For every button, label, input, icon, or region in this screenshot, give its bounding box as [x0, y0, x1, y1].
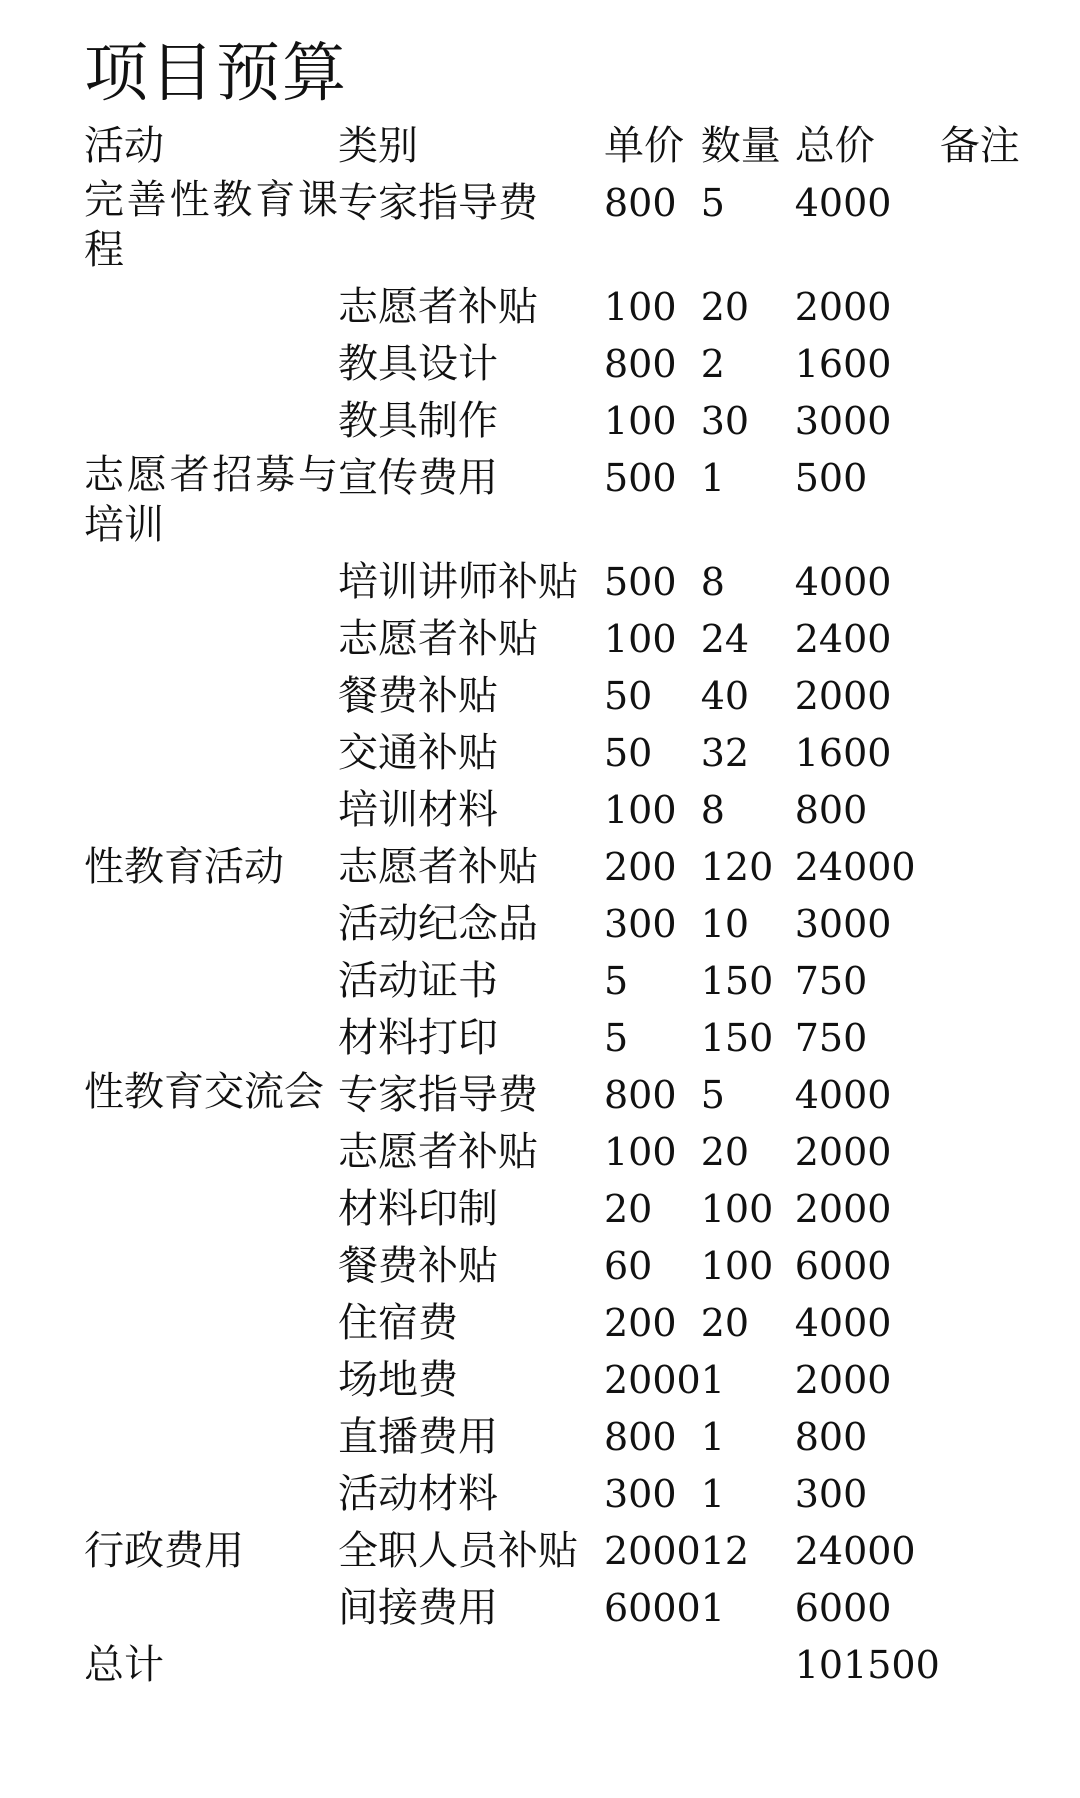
table-row: [84, 279, 1050, 336]
cell-activity: [84, 393, 338, 450]
cell-unit-price: 800: [604, 1073, 677, 1117]
cell-category: 志愿者补贴: [338, 616, 538, 662]
cell-activity: [84, 1124, 338, 1181]
cell-note: [940, 782, 1050, 839]
table-row: [84, 1352, 1050, 1409]
header-category: 类别: [338, 123, 418, 169]
header-row: [84, 118, 1050, 175]
cell-quantity: 8: [700, 560, 725, 604]
page-title: 项目预算: [84, 37, 348, 111]
table-row: [84, 782, 1050, 839]
cell-note: [940, 1010, 1050, 1067]
cell-unit-price: 800: [604, 181, 677, 225]
cell-total: 2000: [794, 1187, 892, 1231]
cell-unit-price: 100: [604, 617, 677, 661]
cell-activity: [84, 336, 338, 393]
cell-category: 教具设计: [338, 341, 498, 387]
cell-note: [940, 1295, 1050, 1352]
header-note: 备注: [939, 123, 1020, 169]
cell-category: 培训讲师补贴: [338, 559, 578, 605]
cell-quantity: 1: [700, 1358, 725, 1402]
grand-total-empty: [940, 1637, 1050, 1694]
cell-activity: [84, 279, 338, 336]
cell-total: 3000: [794, 399, 892, 443]
header-unit-price: 单价: [604, 123, 684, 169]
cell-note: [940, 393, 1050, 450]
table-row: [84, 450, 1050, 554]
cell-unit-price: 300: [604, 902, 677, 946]
cell-activity: [84, 1181, 338, 1238]
cell-category: 专家指导费: [338, 1072, 538, 1118]
cell-unit-price: 500: [604, 560, 677, 604]
cell-quantity: 100: [700, 1187, 774, 1231]
cell-total: 2000: [794, 674, 892, 718]
cell-note: [940, 725, 1050, 782]
cell-quantity: 40: [700, 674, 750, 718]
cell-activity: [84, 1352, 338, 1409]
cell-total: 4000: [794, 1073, 892, 1117]
grand-total-empty: [701, 1637, 795, 1694]
table-row: [84, 1010, 1050, 1067]
cell-quantity: 5: [700, 181, 725, 225]
cell-total: 1600: [794, 731, 892, 775]
header-total: 总价: [794, 123, 875, 169]
cell-category: 直播费用: [338, 1414, 498, 1460]
cell-unit-price: 100: [604, 788, 677, 832]
cell-category: 间接费用: [338, 1585, 498, 1631]
cell-category: 交通补贴: [338, 730, 498, 776]
cell-activity: [84, 953, 338, 1010]
cell-quantity: 2: [700, 342, 725, 386]
table-row: [84, 175, 1050, 279]
table-row: [84, 336, 1050, 393]
cell-total: 3000: [794, 902, 892, 946]
cell-note: [940, 1238, 1050, 1295]
cell-category: 全职人员补贴: [338, 1528, 578, 1574]
cell-note: [940, 1067, 1050, 1124]
cell-category: 住宿费: [338, 1300, 458, 1346]
cell-total: 2000: [794, 1130, 892, 1174]
cell-total: 4000: [794, 1301, 892, 1345]
table-row: [84, 839, 1050, 896]
cell-note: [940, 668, 1050, 725]
cell-total: 6000: [794, 1586, 892, 1630]
grand-total-label: 总计: [84, 1642, 164, 1688]
table-row: [84, 1124, 1050, 1181]
cell-note: [940, 450, 1050, 554]
cell-category: 场地费: [338, 1357, 458, 1403]
table-row: [84, 1295, 1050, 1352]
cell-category: 教具制作: [338, 398, 498, 444]
header-activity: 活动: [84, 123, 164, 169]
cell-category: 宣传费用: [338, 455, 498, 501]
cell-quantity: 150: [700, 959, 774, 1003]
header-quantity: 数量: [700, 123, 781, 169]
cell-total: 1600: [794, 342, 892, 386]
cell-unit-price: 6000: [604, 1586, 701, 1630]
cell-activity: 性教育交流会: [84, 1069, 324, 1115]
cell-total: 4000: [794, 181, 892, 225]
cell-activity: [84, 896, 338, 953]
cell-unit-price: 5: [604, 959, 629, 1003]
cell-unit-price: 50: [604, 674, 653, 718]
cell-note: [940, 611, 1050, 668]
cell-quantity: 24: [700, 617, 750, 661]
cell-note: [940, 1352, 1050, 1409]
cell-activity: 性教育活动: [84, 844, 284, 890]
cell-activity: [84, 1238, 338, 1295]
budget-table: [84, 118, 1050, 1694]
table-row: [84, 953, 1050, 1010]
cell-total: 24000: [794, 1529, 916, 1573]
cell-unit-price: 300: [604, 1472, 677, 1516]
cell-category: 餐费补贴: [338, 1243, 498, 1289]
cell-quantity: 150: [700, 1016, 774, 1060]
cell-unit-price: 2000: [604, 1358, 701, 1402]
table-row: [84, 611, 1050, 668]
cell-activity: [84, 1010, 338, 1067]
cell-activity: [84, 725, 338, 782]
cell-unit-price: 500: [604, 456, 677, 500]
cell-note: [940, 1466, 1050, 1523]
table-row: [84, 1580, 1050, 1637]
cell-quantity: 1: [700, 1415, 725, 1459]
cell-unit-price: 800: [604, 1415, 677, 1459]
cell-unit-price: 5: [604, 1016, 629, 1060]
cell-activity: 志愿者招募与培训: [84, 452, 338, 548]
cell-note: [940, 896, 1050, 953]
cell-note: [940, 1409, 1050, 1466]
cell-unit-price: 2000: [604, 1529, 701, 1573]
cell-quantity: 1: [700, 1472, 725, 1516]
cell-quantity: 32: [700, 731, 750, 775]
cell-note: [940, 175, 1050, 279]
cell-category: 活动纪念品: [338, 901, 538, 947]
cell-category: 活动材料: [338, 1471, 498, 1517]
cell-unit-price: 200: [604, 1301, 677, 1345]
cell-category: 餐费补贴: [338, 673, 498, 719]
cell-note: [940, 1523, 1050, 1580]
cell-quantity: 120: [700, 845, 774, 889]
table-row: [84, 1523, 1050, 1580]
cell-total: 2000: [794, 285, 892, 329]
cell-unit-price: 800: [604, 342, 677, 386]
table-row: [84, 1067, 1050, 1124]
table-row: [84, 1466, 1050, 1523]
cell-category: 材料打印: [338, 1015, 498, 1061]
cell-total: 4000: [794, 560, 892, 604]
table-row: [84, 668, 1050, 725]
cell-total: 800: [794, 1415, 868, 1459]
cell-category: 活动证书: [338, 958, 498, 1004]
table-row: [84, 1409, 1050, 1466]
table-row: [84, 725, 1050, 782]
cell-total: 24000: [794, 845, 916, 889]
cell-total: 2400: [794, 617, 892, 661]
cell-activity: [84, 1580, 338, 1637]
cell-quantity: 8: [700, 788, 725, 832]
cell-unit-price: 100: [604, 285, 677, 329]
cell-unit-price: 50: [604, 731, 653, 775]
cell-note: [940, 1124, 1050, 1181]
cell-note: [940, 839, 1050, 896]
table-row: [84, 896, 1050, 953]
cell-category: 志愿者补贴: [338, 284, 538, 330]
cell-note: [940, 279, 1050, 336]
grand-total-empty: [338, 1637, 604, 1694]
cell-unit-price: 100: [604, 1130, 677, 1174]
table-row: [84, 393, 1050, 450]
cell-category: 志愿者补贴: [338, 844, 538, 890]
cell-quantity: 20: [700, 1301, 750, 1345]
cell-quantity: 1: [700, 1586, 725, 1630]
cell-unit-price: 200: [604, 845, 677, 889]
table-row: [84, 1181, 1050, 1238]
budget-rows: [84, 175, 1050, 1637]
cell-activity: [84, 782, 338, 839]
cell-quantity: 100: [700, 1244, 774, 1288]
cell-note: [940, 953, 1050, 1010]
cell-quantity: 12: [700, 1529, 750, 1573]
cell-total: 750: [794, 959, 868, 1003]
cell-total: 6000: [794, 1244, 892, 1288]
cell-category: 专家指导费: [338, 180, 538, 226]
cell-quantity: 30: [700, 399, 750, 443]
cell-quantity: 20: [700, 285, 750, 329]
cell-activity: 完善性教育课程: [84, 177, 338, 273]
cell-activity: [84, 1295, 338, 1352]
cell-category: 志愿者补贴: [338, 1129, 538, 1175]
cell-total: 750: [794, 1016, 868, 1060]
table-row: [84, 1238, 1050, 1295]
cell-activity: [84, 1409, 338, 1466]
cell-total: 300: [794, 1472, 868, 1516]
cell-category: 材料印制: [338, 1186, 498, 1232]
cell-note: [940, 1580, 1050, 1637]
cell-unit-price: 20: [604, 1187, 653, 1231]
cell-category: 培训材料: [338, 787, 498, 833]
cell-note: [940, 554, 1050, 611]
cell-activity: [84, 611, 338, 668]
grand-total-value: 101500: [794, 1643, 940, 1687]
cell-activity: [84, 1466, 338, 1523]
cell-activity: 行政费用: [84, 1528, 244, 1574]
cell-unit-price: 60: [604, 1244, 653, 1288]
grand-total-row: [84, 1637, 1050, 1694]
cell-activity: [84, 554, 338, 611]
grand-total-empty: [604, 1637, 701, 1694]
cell-total: 500: [794, 456, 868, 500]
cell-note: [940, 1181, 1050, 1238]
cell-unit-price: 100: [604, 399, 677, 443]
cell-note: [940, 336, 1050, 393]
cell-activity: [84, 668, 338, 725]
cell-quantity: 20: [700, 1130, 750, 1174]
cell-quantity: 10: [700, 902, 750, 946]
cell-quantity: 5: [700, 1073, 725, 1117]
table-row: [84, 554, 1050, 611]
cell-total: 2000: [794, 1358, 892, 1402]
cell-total: 800: [794, 788, 868, 832]
cell-quantity: 1: [700, 456, 725, 500]
